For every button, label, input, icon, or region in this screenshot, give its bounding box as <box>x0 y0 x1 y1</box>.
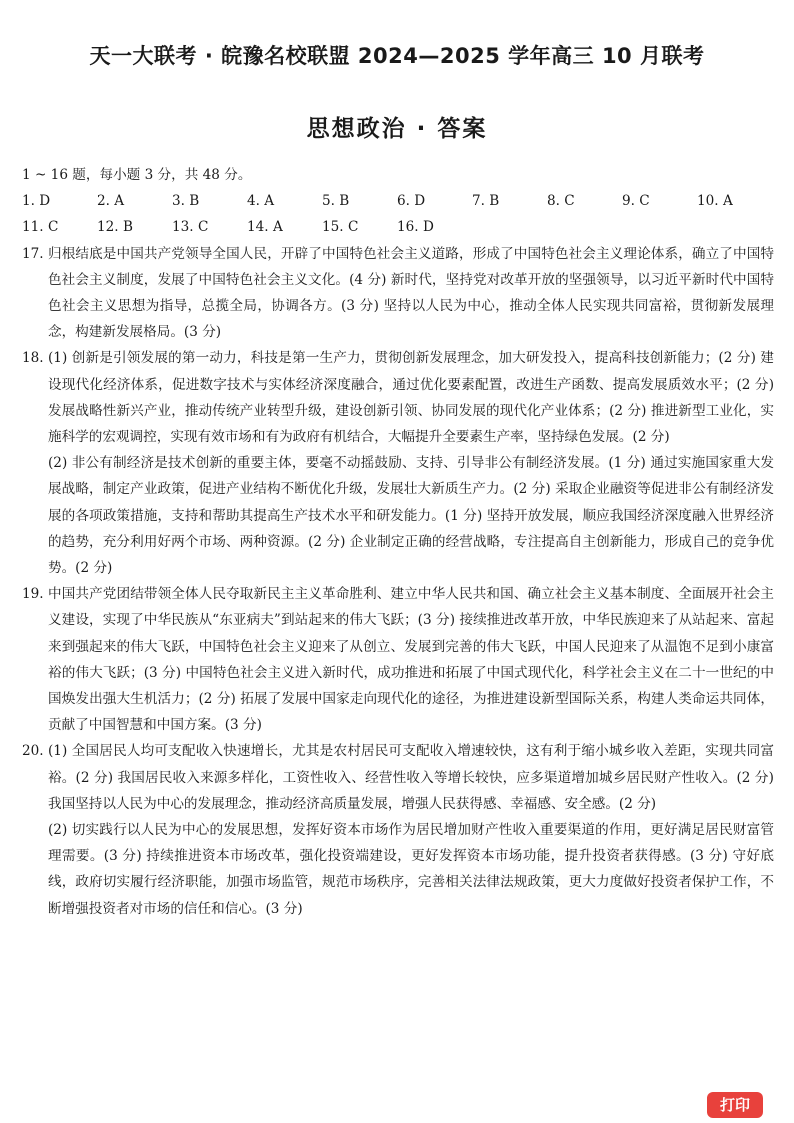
mc-answer: 7. B <box>472 193 500 210</box>
mc-answer: 3. B <box>172 193 200 210</box>
mc-answer: 9. C <box>622 193 650 210</box>
answer-part-2: (2) 非公有制经济是技术创新的重要主体，要毫不动摇鼓励、支持、引导非公有制经济发展。(1 分) 通过实施国家重大发展战略，制定产业政策，促进产业结构不断优化升级，发展壮大新质生产力。(2 分) 采取企业融资等促进非公有制经济发展的各项政策措施，支持和帮助其提高生产技术水平和研发能力。(1 分) 坚持开放发展，顺应我国经济深度融入世界经济的趋势，充分利用好两个市场、两种资源。(2 分) 企业制定正确的经营战略，专注提高自主创新能力，形成自己的竞争优势。(2 分) <box>48 455 774 577</box>
answer-part-1: (1) 全国居民人均可支配收入快速增长，尤其是农村居民可支配收入增速较快，这有利于缩小城乡收入差距，实现共同富裕。(2 分) 我国居民收入来源多样化，工资性收入、经营性收入等增长较快，应多渠道增加城乡居民财产性收入。(2 分) 我国坚持以人民为中心的发展理念，推动经济高质量发展，增强人民获得感、幸福感、安全感。(2 分) <box>48 743 774 812</box>
mc-answer: 4. A <box>247 193 275 210</box>
print-button[interactable]: 打印 <box>707 1092 763 1118</box>
answer-part-2: (2) 切实践行以人民为中心的发展思想，发挥好资本市场作为居民增加财产性收入重要渠道的作用，更好满足居民财富管理需要。(3 分) 持续推进资本市场改革，强化投资端建设，更好发挥资本市场功能，提升投资者获得感。(3 分) 守好底线，政府切实履行经济职能，加强市场监管，规范市场秩序，完善相关法律法规政策，更大力度做好投资者保护工作，不断增强投资者对市场的信任和信心。(3 分) <box>48 822 774 917</box>
question-number: 20. <box>22 743 44 760</box>
question-number: 19. <box>22 586 44 603</box>
question-number: 17. <box>22 245 44 262</box>
mc-intro: 1 ~ 16 题，每小题 3 分，共 48 分。 <box>22 167 252 183</box>
answer-part-1: (1) 创新是引领发展的第一动力，科技是第一生产力，贯彻创新发展理念，加大研发投入，提高科技创新能力；(2 分) 建设现代化经济体系，促进数字技术与实体经济深度融合，通过优化要素配置，改进生产函数、提高发展质效水平；(2 分) 发展战略性新兴产业，推动传统产业转型升级，建设创新引领、协同发展的现代化产业体系；(2 分) 推进新型工业化，实施科学的宏观调控，实现有效市场和有为政府有机结合，大幅提升全要素生产率，坚持绿色发展。(2 分) <box>48 350 774 446</box>
mc-answer: 10. A <box>697 193 733 210</box>
mc-answer: 6. D <box>397 193 426 210</box>
question-answer-body <box>48 738 774 921</box>
mc-answer: 15. C <box>322 219 359 236</box>
mc-answer: 16. D <box>397 219 434 236</box>
question-number: 18. <box>22 350 44 367</box>
document-title: 天一大联考 · 皖豫名校联盟 2024—2025 学年高三 10 月联考 <box>89 44 705 68</box>
mc-answer: 2. A <box>97 193 125 210</box>
mc-answer: 11. C <box>22 219 59 236</box>
question-18 <box>22 345 774 581</box>
question-20 <box>22 738 774 921</box>
mc-answer-row-1 <box>22 188 774 214</box>
mc-answer: 14. A <box>247 219 283 236</box>
question-19 <box>22 581 774 738</box>
document-subtitle: 思想政治 · 答案 <box>306 116 488 142</box>
question-answer-body <box>48 345 774 581</box>
answer-content <box>22 162 774 922</box>
question-answer-text: 归根结底是中国共产党领导全国人民，开辟了中国特色社会主义道路，形成了中国特色社会主义理论体系，确立了中国特色社会主义制度，发展了中国特色社会主义文化。(4 分) 新时代，坚持党对改革开放的坚强领导，以习近平新时代中国特色社会主义思想为指导，总揽全局，协调各方。(3 分) 坚持以人民为中心，推动全体人民实现共同富裕，贯彻新发展理念，构建新发展格局。(3 分) <box>48 245 774 341</box>
mc-answer-row-2 <box>22 214 774 240</box>
mc-answer: 13. C <box>172 219 209 236</box>
question-answer-text: 中国共产党团结带领全体人民夺取新民主主义革命胜利、建立中华人民共和国、确立社会主义基本制度、全面展开社会主义建设，实现了中华民族从“东亚病夫”到站起来的伟大飞跃；(3 分) 接续推进改革开放，中华民族迎来了从站起来、富起来到强起来的伟大飞跃，中国特色社会主义迎来了从创立、发展到完善的伟大飞跃，中国人民迎来了从温饱不足到小康富裕的伟大飞跃；(3 分) 中国特色社会主义进入新时代，成功推进和拓展了中国式现代化，科学社会主义在二十一世纪的中国焕发出强大生机活力；(2 分) 拓展了发展中国家走向现代化的途径，为推进建设新型国际关系，构建人类命运共同体，贡献了中国智慧和中国方案。(3 分) <box>48 586 774 734</box>
question-17 <box>22 241 774 346</box>
mc-answer: 5. B <box>322 193 350 210</box>
mc-answer: 8. C <box>547 193 575 210</box>
mc-answer: 12. B <box>97 219 133 236</box>
mc-answer: 1. D <box>22 193 51 210</box>
